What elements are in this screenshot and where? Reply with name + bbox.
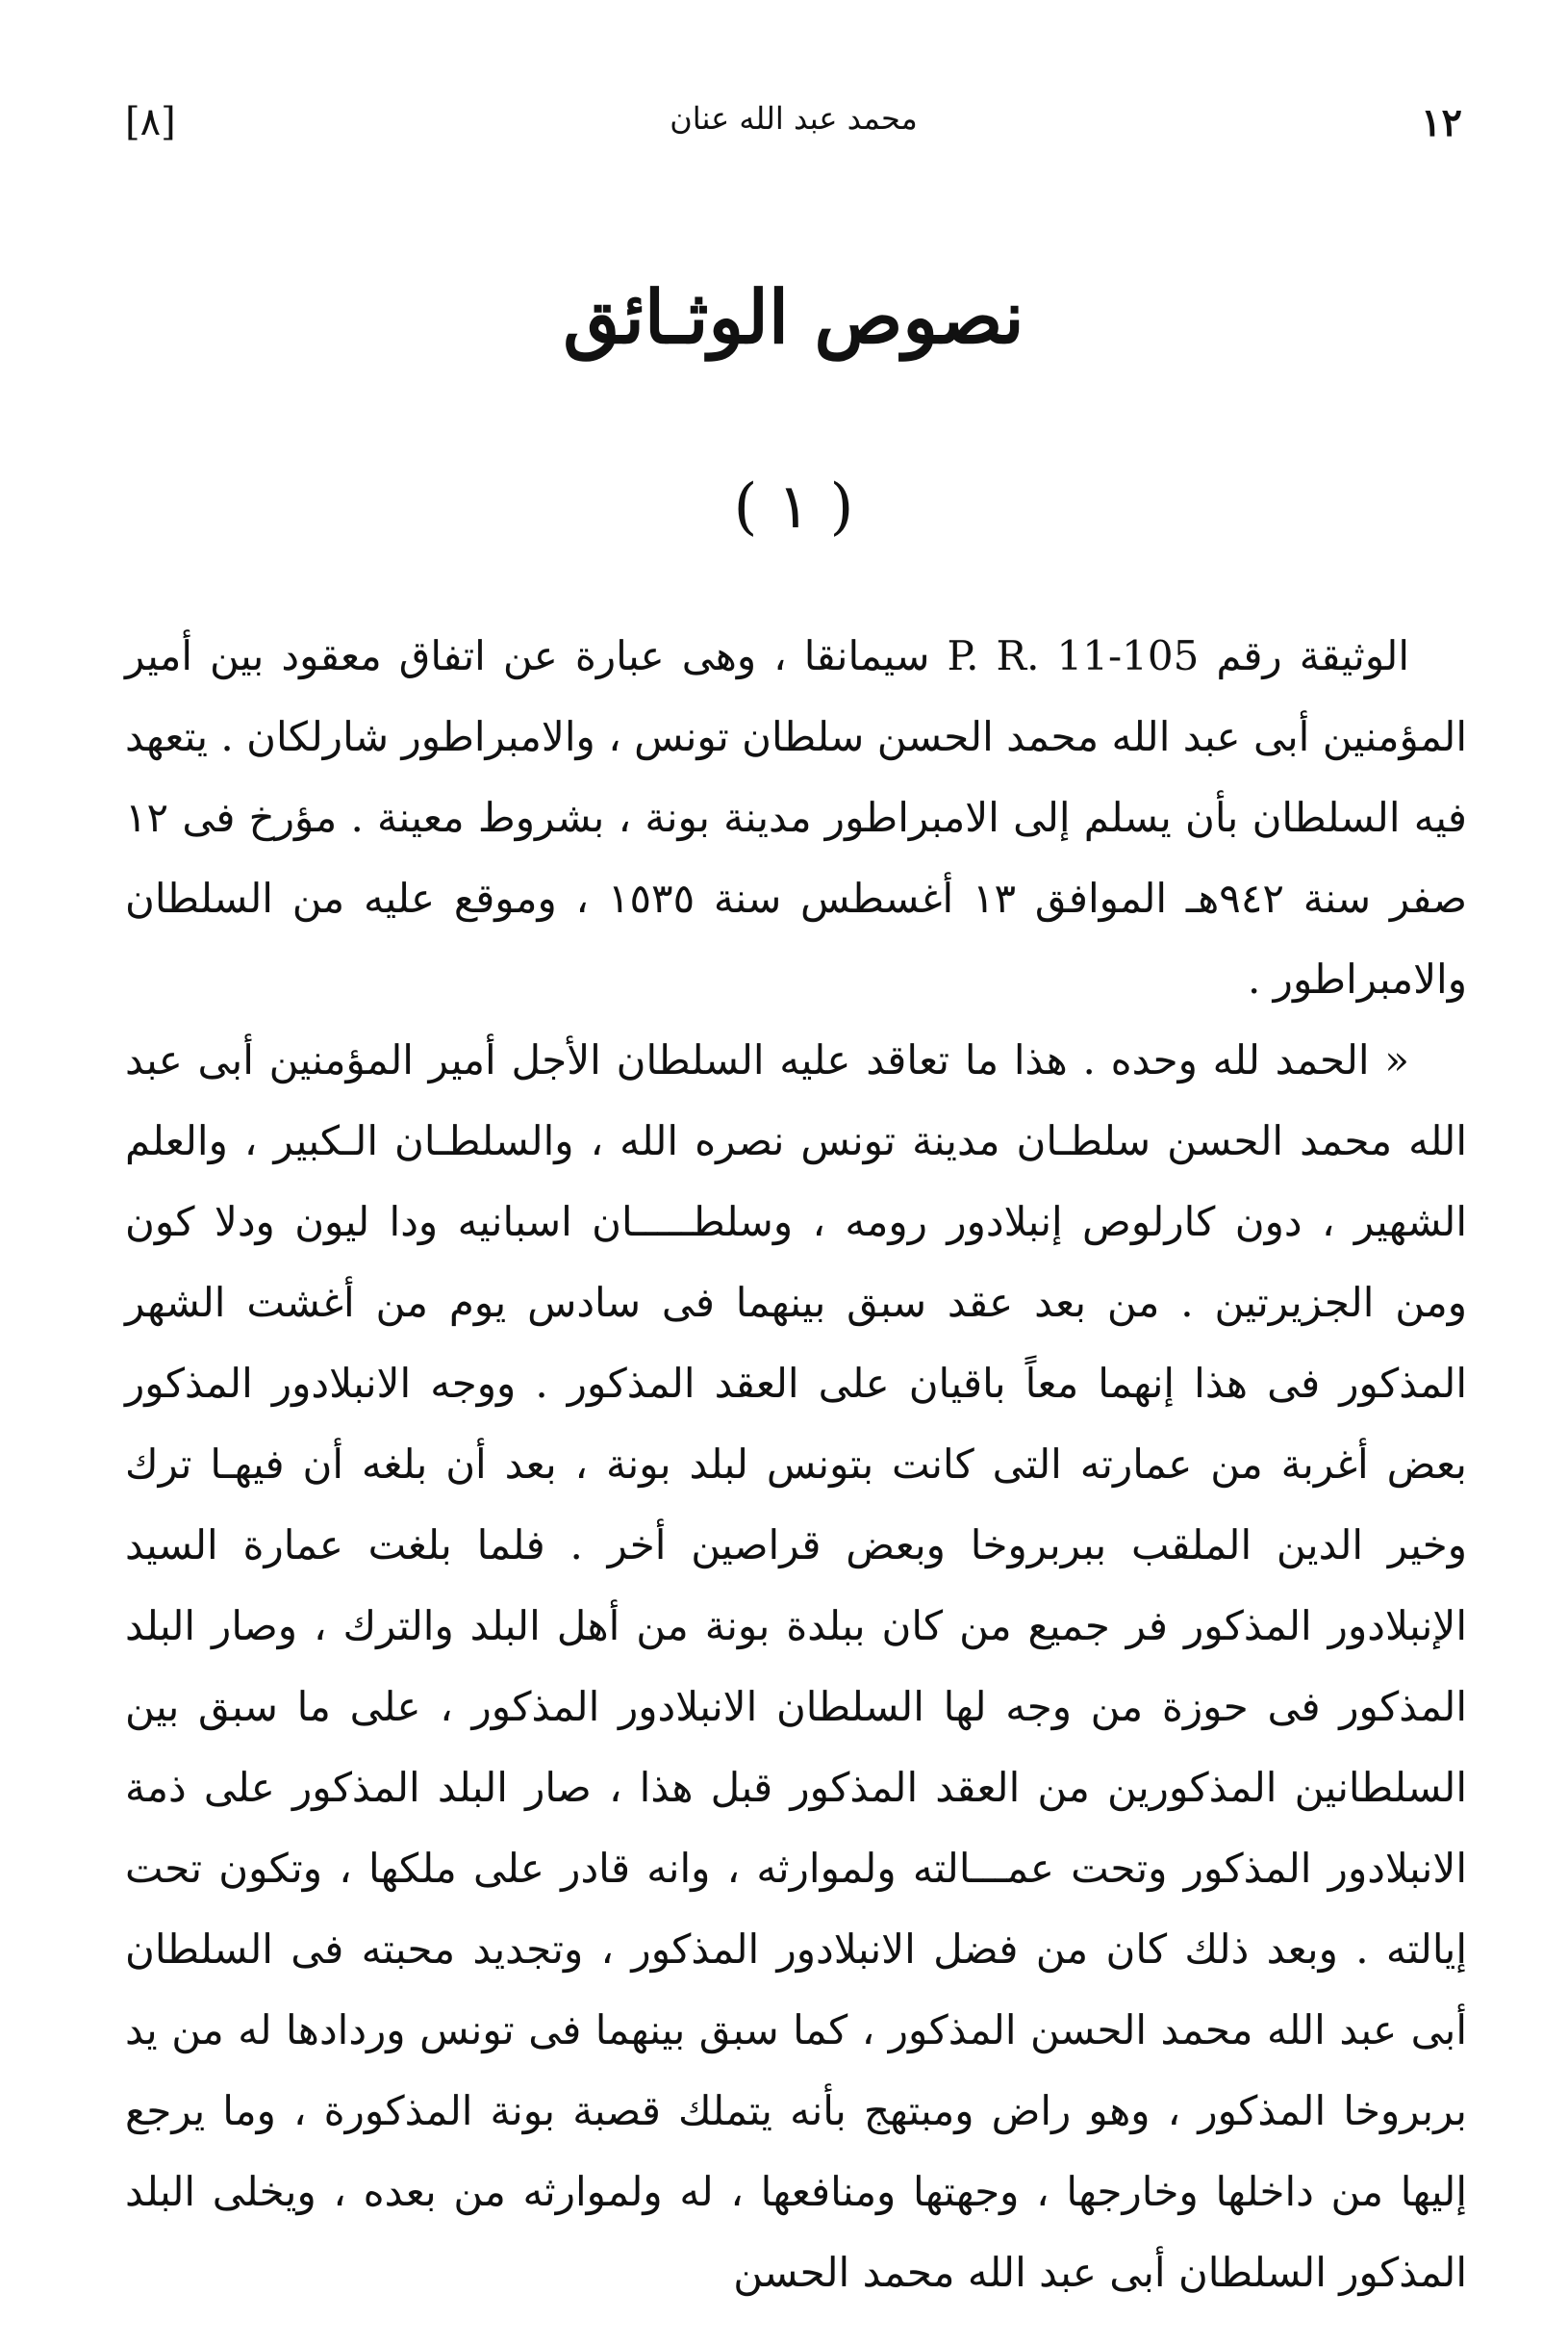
- page-title: نصوص الوثـائق: [563, 274, 1024, 360]
- document-number: ( ١ ): [733, 472, 854, 543]
- document-description-paragraph: الوثيقة رقم P. R. 11-105 سيمانقا ، وهى عبارة عن اتفاق معقود بين أمير المؤمنين أبى عبد الله محمد الحسن سلطان تونس ، والامبراطور شارلكان . يتعهد فيه السلطان بأن يسلم إلى الامبراطور مدينة بونة ، بشروط معينة . مؤرخ فى ١٢ صفر سنة ٩٤٢هـ الموافق ١٣ أغسطس سنة ١٥٣٥ ، وموقع عليه من السلطان والامبراطور .: [125, 632, 1467, 1003]
- running-header: [125, 96, 1462, 154]
- header-author: محمد عبد الله عنان: [670, 100, 918, 137]
- page-number: ١٢: [1421, 100, 1462, 145]
- document-text-paragraph: « الحمد لله وحده . هذا ما تعاقد عليه السلطان الأجل أمير المؤمنين أبى عبد الله محمد الحسن سلطـان مدينة تونس نصره الله ، والسلطـان الـكبير ، والعلم الشهير ، دون كارلوص إنبلادور رومه ، وسلطـــــان اسبانيه ودا ليون ودلا كون ومن الجزيرتين . من بعد عقد سبق بينهما فى سادس يوم من أغشت الشهر المذكور فى هذا إنهما معاً باقيان على العقد المذكور . ووجه الانبلادور المذكور بعض أغربة من عمارته التى كانت بتونس لبلد بونة ، بعد أن بلغه أن فيهـا ترك وخير الدين الملقب ببربروخا وبعض قراصين أخر . فلما بلغت عمارة السيد الإنبلادور المذكور فر جميع من كان ببلدة بونة من أهل البلد والترك ، وصار البلد المذكور فى حوزة من وجه لها السلطان الانبلادور المذكور ، على ما سبق بين السلطانين المذكورين من العقد المذكور قبل هذا ، صار البلد المذكور على ذمة الانبلادور المذكور وتحت عمـــالته ولموارثه ، وانه قادر على ملكها ، وتكون تحت إيالته . وبعد ذلك كان من فضل الانبلادور المذكور ، وتجديد محبته فى السلطان أبى عبد الله محمد الحسن المذكور ، كما سبق بينهما فى تونس وردادها له من يد بربروخا المذكور ، وهو راض ومبتهج بأنه يتملك قصبة بونة المذكورة ، وما يرجع إليها من داخلها وخارجها ، وجهتها ومنافعها ، له ولموارثه من بعده ، ويخلى البلد المذكور السلطان أبى عبد الله محمد الحسن: [125, 1036, 1467, 2296]
- header-bracket-number: [٨]: [125, 100, 176, 144]
